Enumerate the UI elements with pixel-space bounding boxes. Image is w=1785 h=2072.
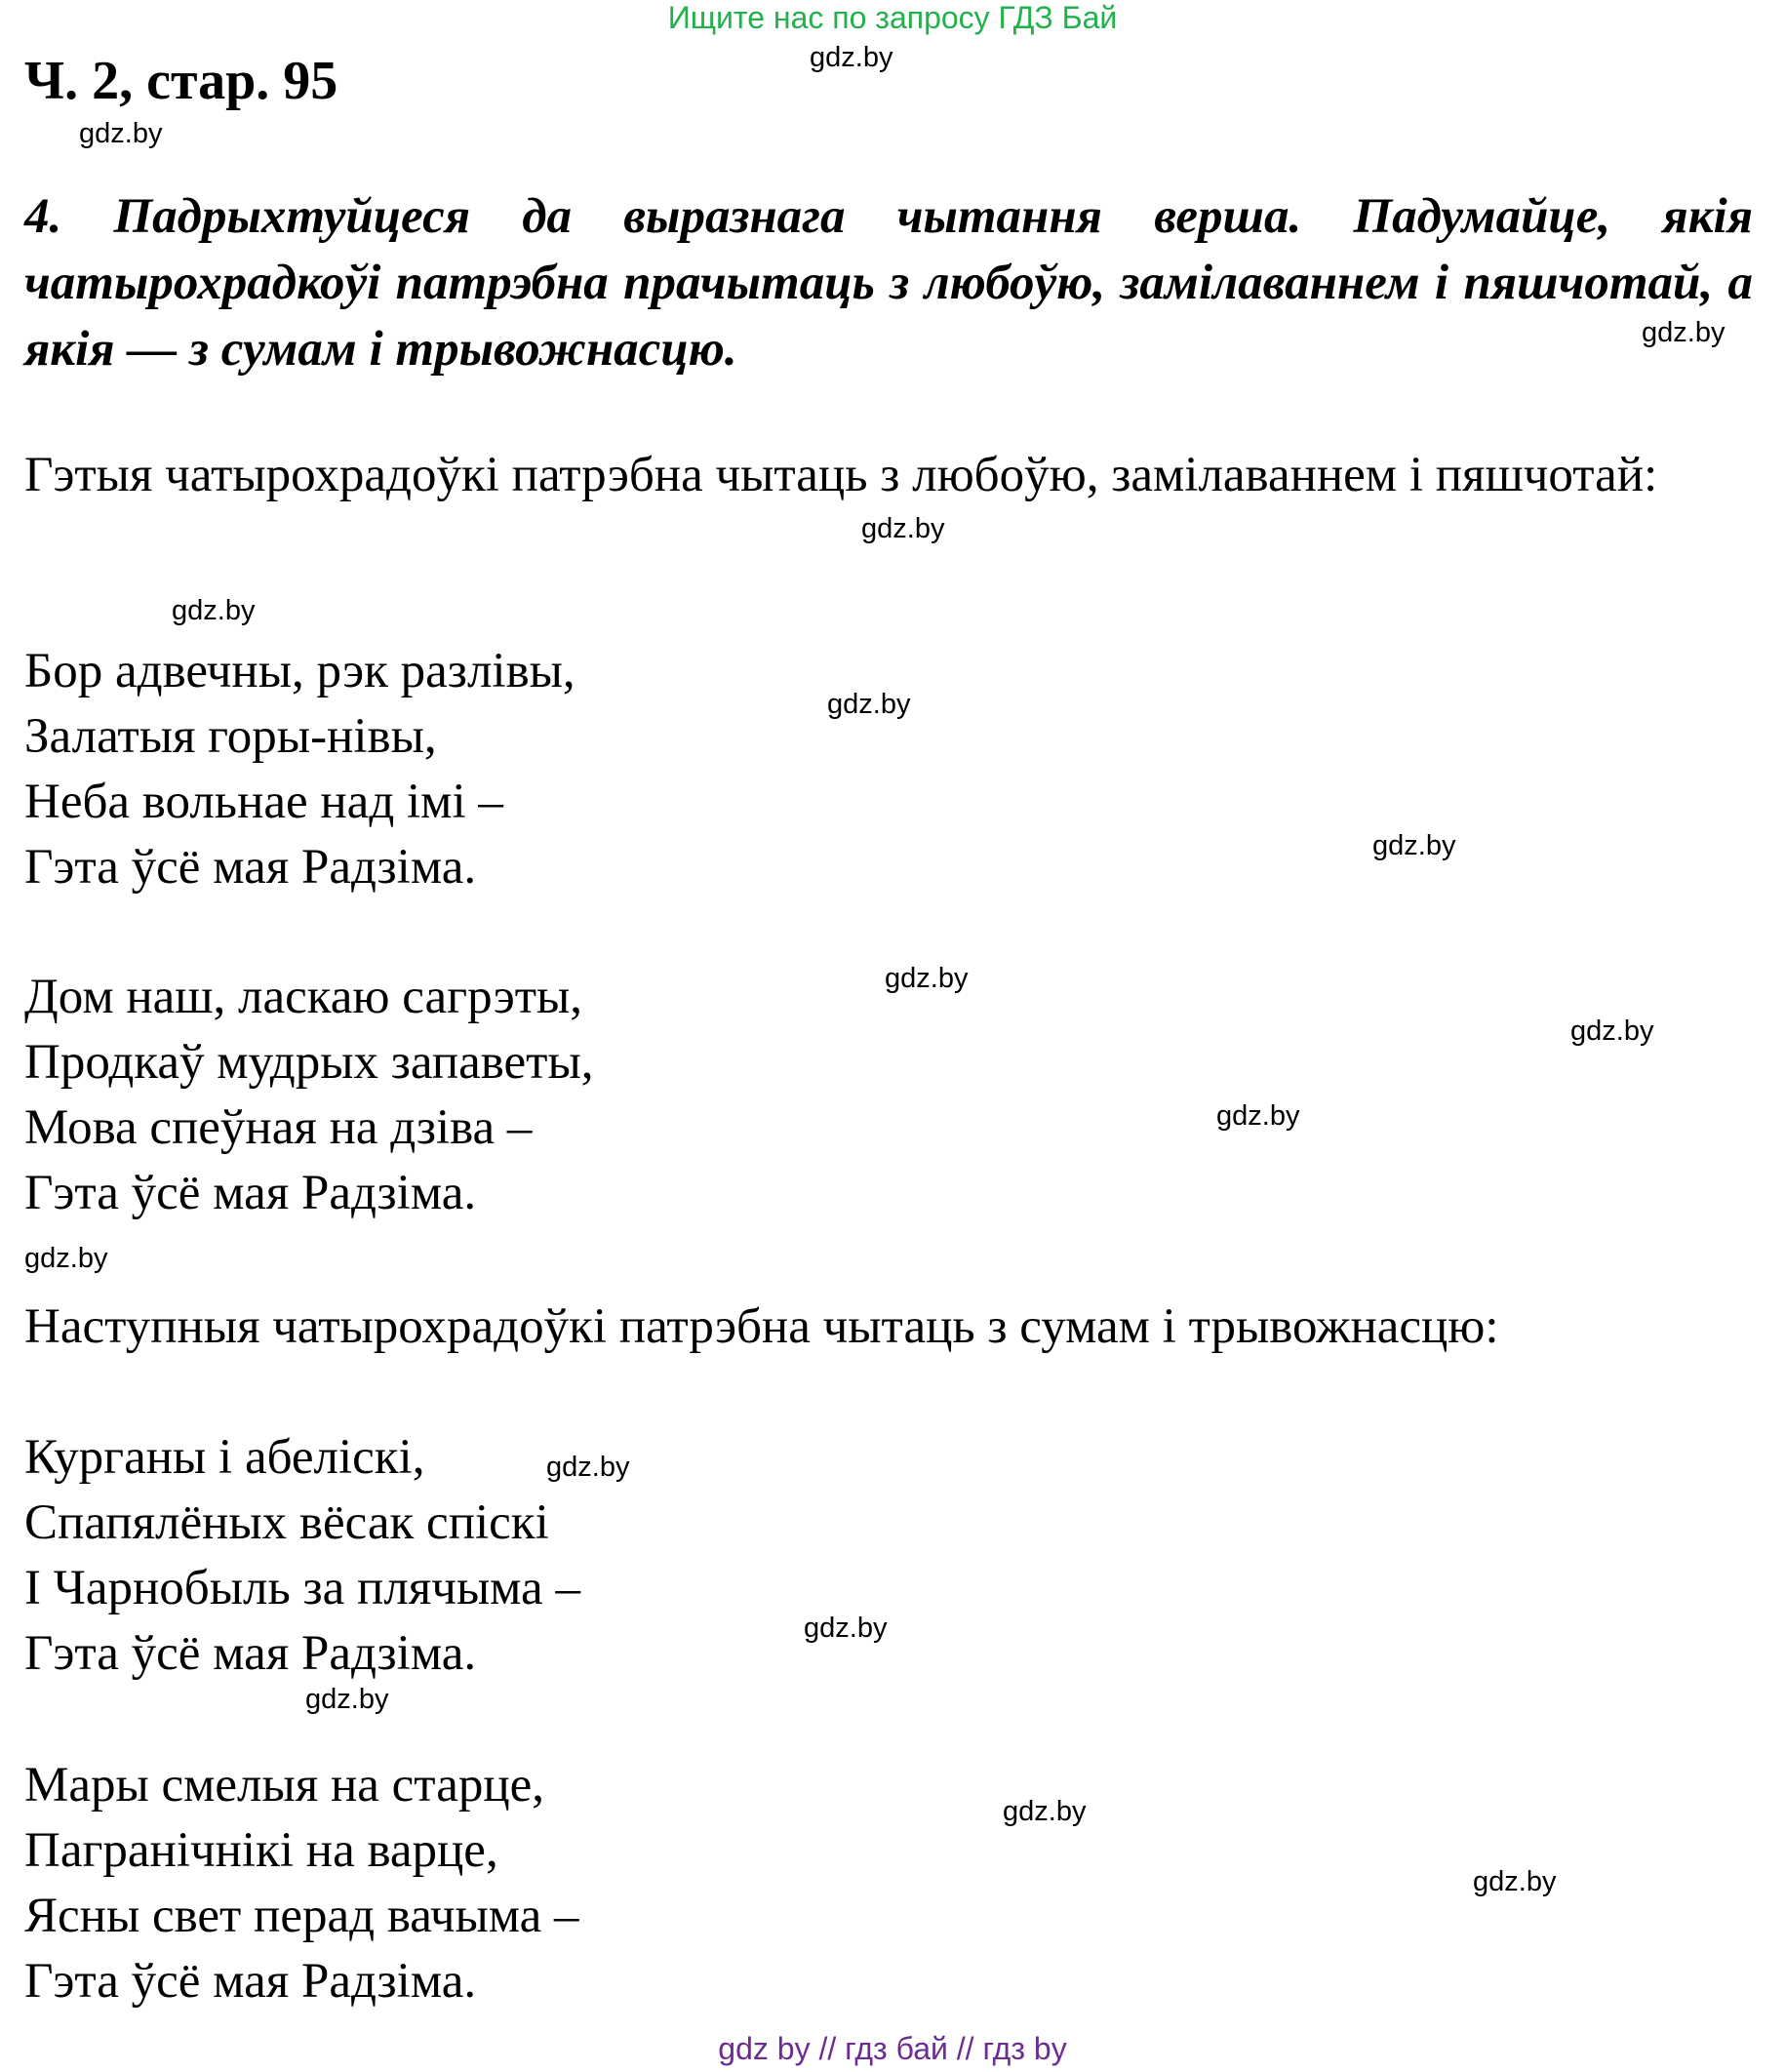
stanza-2 — [24, 965, 594, 1226]
stanza-line: І Чарнобыль за плячыма – — [24, 1561, 580, 1615]
stanza-line: Спапялёных вёсак спіскі — [24, 1495, 549, 1550]
stanza-line: Мова спеўная на дзіва – — [24, 1100, 533, 1155]
watermark: gdz.by — [1642, 317, 1726, 348]
stanza-1 — [24, 639, 575, 900]
page-title: Ч. 2, стар. 95 — [24, 51, 338, 111]
intro-sad: Наступныя чатырохрадоўкі патрэбна чытаць з сумам і трывожнасцю: — [24, 1299, 1499, 1354]
stanza-line: Курганы і абеліскі, — [24, 1430, 425, 1485]
watermark: gdz.by — [827, 689, 911, 720]
watermark: gdz.by — [1216, 1100, 1300, 1132]
stanza-line: Ясны свет перад вачыма – — [24, 1889, 579, 1943]
footer-links[interactable]: gdz by // гдз бай // гдз by — [718, 2031, 1067, 2066]
watermark: gdz.by — [1372, 830, 1456, 861]
stanza-line: Бор адвечны, рэк разлівы, — [24, 644, 575, 698]
stanza-line: Мары смелыя на старце, — [24, 1758, 545, 1813]
watermark: gdz.by — [804, 1613, 888, 1644]
watermark: gdz.by — [24, 1243, 108, 1274]
watermark: gdz.by — [546, 1452, 630, 1483]
watermark: gdz.by — [810, 42, 893, 73]
task-text: 4. Падрыхтуйцеся да выразнага чытання верша. Падумайце, якія чатырохрадкоўі патрэбна прачытаць з любоўю, замілаваннем і пяшчотай, а якія — з сумам і трывожнасцю. — [24, 189, 1753, 377]
stanza-line: Гэта ўсё мая Радзіма. — [24, 1626, 477, 1681]
stanza-line: Гэта ўсё мая Радзіма. — [24, 1954, 477, 2009]
watermark: gdz.by — [79, 118, 163, 149]
stanza-line: Залатыя горы-нівы, — [24, 709, 437, 764]
watermark: gdz.by — [1473, 1866, 1557, 1897]
stanza-line: Гэта ўсё мая Радзіма. — [24, 840, 477, 895]
intro-loving: Гэтыя чатырохрадоўкі патрэбна чытаць з любоўю, замілаваннем і пяшчотай: — [24, 448, 1658, 502]
watermark: gdz.by — [305, 1684, 389, 1715]
stanza-3 — [24, 1425, 580, 1687]
stanza-line: Гэта ўсё мая Радзіма. — [24, 1166, 477, 1220]
stanza-line: Продкаў мудрых запаветы, — [24, 1035, 594, 1090]
watermark: gdz.by — [172, 595, 256, 626]
watermark: gdz.by — [1570, 1016, 1654, 1047]
stanza-line: Неба вольнае над імі – — [24, 775, 503, 829]
watermark: gdz.by — [885, 963, 969, 994]
stanza-4 — [24, 1753, 579, 2014]
watermark: gdz.by — [1003, 1796, 1087, 1827]
watermark: gdz.by — [861, 513, 945, 544]
stanza-line: Дом наш, ласкаю сагрэты, — [24, 970, 583, 1024]
top-banner[interactable]: Ищите нас по запросу ГДЗ Бай — [667, 0, 1118, 35]
stanza-line: Пагранічнікі на варце, — [24, 1823, 498, 1878]
